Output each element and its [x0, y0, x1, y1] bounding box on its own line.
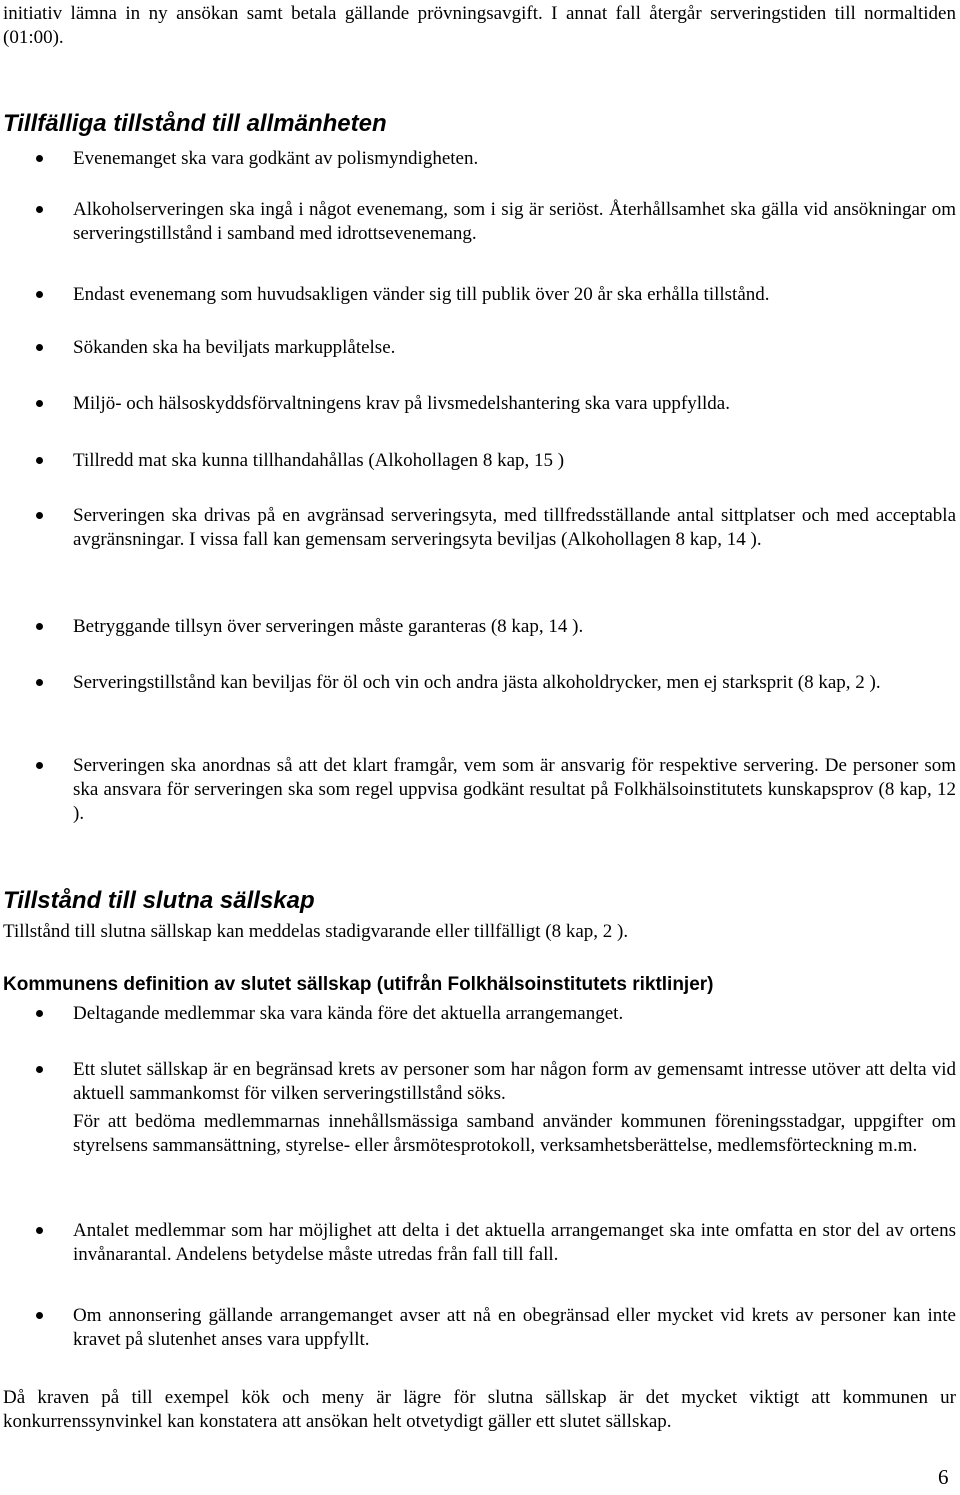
bullet-icon: [36, 1312, 43, 1319]
list-item-text: Serveringen ska anordnas så att det klart framgår, vem som är ansvarig för respektive servering. De personer som ska ansvara för serveringen ska som regel uppvisa godkänt resultat på Folkhälsoinstitutets kunskapsprov (8 kap, 12 ).: [73, 755, 956, 824]
bullet-icon: [36, 762, 43, 769]
bullet-icon: [36, 1066, 43, 1073]
list-item-text: Antalet medlemmar som har möjlighet att delta i det aktuella arrangemanget ska inte omfatta en stor del av ortens invånarantal. Andelens betydelse måste utredas från fall till fall.: [73, 1220, 956, 1265]
list-item-text: Deltagande medlemmar ska vara kända före det aktuella arrangemanget.: [73, 1003, 624, 1024]
list-item-text: Betryggande tillsyn över serveringen måste garanteras (8 kap, 14 ).: [73, 616, 584, 637]
list-item-text: Alkoholserveringen ska ingå i något evenemang, som i sig är seriöst. Återhållsamhet ska gälla vid ansökningar om serveringstillstånd i samband med idrottsevenemang.: [73, 199, 956, 244]
bullet-icon: [36, 623, 43, 630]
list-item-text: Serveringstillstånd kan beviljas för öl och vin och andra jästa alkoholdrycker, men ej starksprit (8 kap, 2 ).: [73, 672, 881, 693]
bullet-icon: [36, 344, 43, 351]
closed-parties-intro: Tillstånd till slutna sällskap kan meddelas stadigvarande eller tillfälligt (8 kap, 2 ).: [3, 921, 629, 942]
bullet-icon: [36, 1227, 43, 1234]
bullet-icon: [36, 155, 43, 162]
list-item-text: Endast evenemang som huvudsakligen vänder sig till publik över 20 år ska erhålla tillstånd.: [73, 284, 770, 305]
list-item-text: Miljö- och hälsoskyddsförvaltningens krav på livsmedelshantering ska vara uppfyllda.: [73, 393, 730, 414]
section-heading-closed-parties: Tillstånd till slutna sällskap: [3, 887, 315, 914]
bullet-icon: [36, 512, 43, 519]
bullet-icon: [36, 457, 43, 464]
list-item-text: Ett slutet sällskap är en begränsad krets av personer som har någon form av gemensamt intresse utöver att delta vid aktuell sammankomst för vilken serveringstillstånd söks.: [73, 1059, 956, 1104]
bullet-icon: [36, 206, 43, 213]
page-number: 6: [938, 1465, 949, 1489]
bullet-icon: [36, 679, 43, 686]
bullet-icon: [36, 400, 43, 407]
section-heading-temporary-permits: Tillfälliga tillstånd till allmänheten: [3, 110, 387, 137]
list-item-text: Serveringen ska drivas på en avgränsad serveringsyta, med tillfredsställande antal sittplatser och med acceptabla avgränsningar. I vissa fall kan gemensam serveringsyta beviljas (Alkohollagen 8 kap, 14 ).: [73, 505, 956, 550]
bullet-icon: [36, 1010, 43, 1017]
definition-subheading: Kommunens definition av slutet sällskap (utifrån Folkhälsoinstitutets riktlinjer): [3, 974, 714, 995]
intro-paragraph: initiativ lämna in ny ansökan samt betala gällande prövningsavgift. I annat fall återgår serveringstiden till normaltiden (01:00).: [3, 3, 956, 48]
closing-paragraph: Då kraven på till exempel kök och meny är lägre för slutna sällskap är det mycket viktigt att kommunen ur konkurrenssynvinkel kan konstatera att ansökan helt otvetydigt gäller ett slutet sällskap.: [3, 1387, 956, 1432]
bullet-icon: [36, 291, 43, 298]
bullet-continuation-paragraph: För att bedöma medlemmarnas innehållsmässiga samband använder kommunen föreningsstadgar, uppgifter om styrelsens sammansättning, styrelse- eller årsmötesprotokoll, verksamhetsberättelse, medlemsförteckning m.m.: [73, 1111, 956, 1156]
list-item-text: Tillredd mat ska kunna tillhandahållas (Alkohollagen 8 kap, 15 ): [73, 450, 565, 471]
list-item-text: Sökanden ska ha beviljats markupplåtelse.: [73, 337, 396, 358]
list-item-text: Om annonsering gällande arrangemanget avser att nå en obegränsad eller mycket vid krets av personer kan inte kravet på slutenhet anses vara uppfyllt.: [73, 1305, 956, 1350]
list-item-text: Evenemanget ska vara godkänt av polismyndigheten.: [73, 148, 479, 169]
